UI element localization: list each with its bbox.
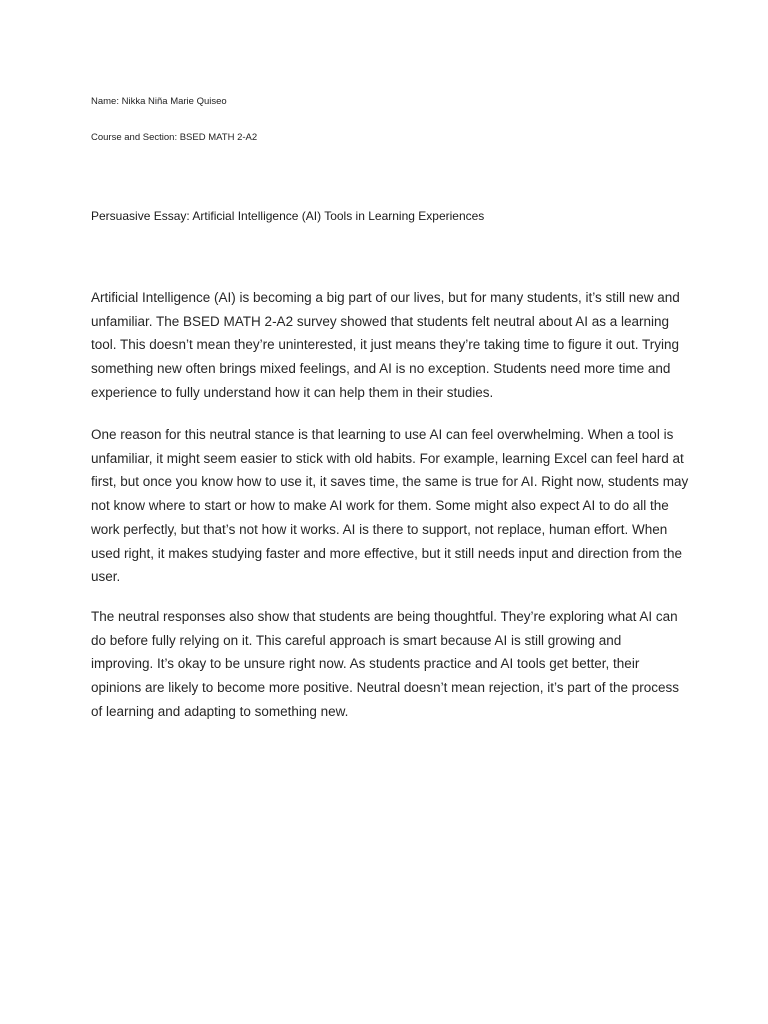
- paragraph-line: not know where to start or how to make AI work for them. Some might also expect AI to do all the: [91, 498, 669, 514]
- paragraph-line: first, but once you know how to use it, it saves time, the same is true for AI. Right now, students may: [91, 474, 689, 490]
- paragraph-line: improving. It’s okay to be unsure right now. As students practice and AI tools get better, their: [91, 656, 640, 672]
- paragraph-line: something new often brings mixed feelings, and AI is no exception. Students need more time and: [91, 361, 671, 377]
- student-name: Name: Nikka Niña Marie Quiseo: [91, 96, 227, 107]
- paragraph-line: used right, it makes studying faster and more effective, but it still needs input and direction from the: [91, 545, 683, 561]
- paragraph-line: user.: [91, 569, 121, 585]
- essay-paragraph-2: [91, 423, 689, 589]
- essay-paragraph-1: [91, 286, 681, 405]
- paragraph-line: opinions are likely to become more positive. Neutral doesn’t mean rejection, it’s part of the process: [91, 680, 680, 696]
- essay-paragraph-3: [91, 605, 681, 724]
- paragraph-line: The neutral responses also show that students are being thoughtful. They’re exploring what AI can: [91, 609, 678, 624]
- paragraph-line: unfamiliar. The BSED MATH 2-A2 survey showed that students felt neutral about AI as a learning: [91, 313, 670, 329]
- paragraph-line: tool. This doesn’t mean they’re uninterested, it just means they’re taking time to figure it out. Trying: [91, 337, 680, 353]
- paragraph-line: work perfectly, but that’s not how it works. AI is there to support, not replace, human effort. When: [91, 521, 668, 537]
- paragraph-line: Artificial Intelligence (AI) is becoming a big part of our lives, but for many students, it’s still new and: [91, 290, 680, 305]
- essay-title: Persuasive Essay: Artificial Intelligence (AI) Tools in Learning Experiences: [91, 209, 485, 223]
- paragraph-line: One reason for this neutral stance is that learning to use AI can feel overwhelming. When a tool is: [91, 427, 674, 442]
- paragraph-line: of learning and adapting to something new.: [91, 703, 349, 719]
- paragraph-line: do before fully relying on it. This careful approach is smart because AI is still growing and: [91, 632, 622, 648]
- paragraph-line: experience to fully understand how it can help them in their studies.: [91, 384, 494, 400]
- paragraph-line: unfamiliar, it might seem easier to stick with old habits. For example, learning Excel can feel hard at: [91, 450, 684, 466]
- course-section: Course and Section: BSED MATH 2-A2: [91, 132, 258, 143]
